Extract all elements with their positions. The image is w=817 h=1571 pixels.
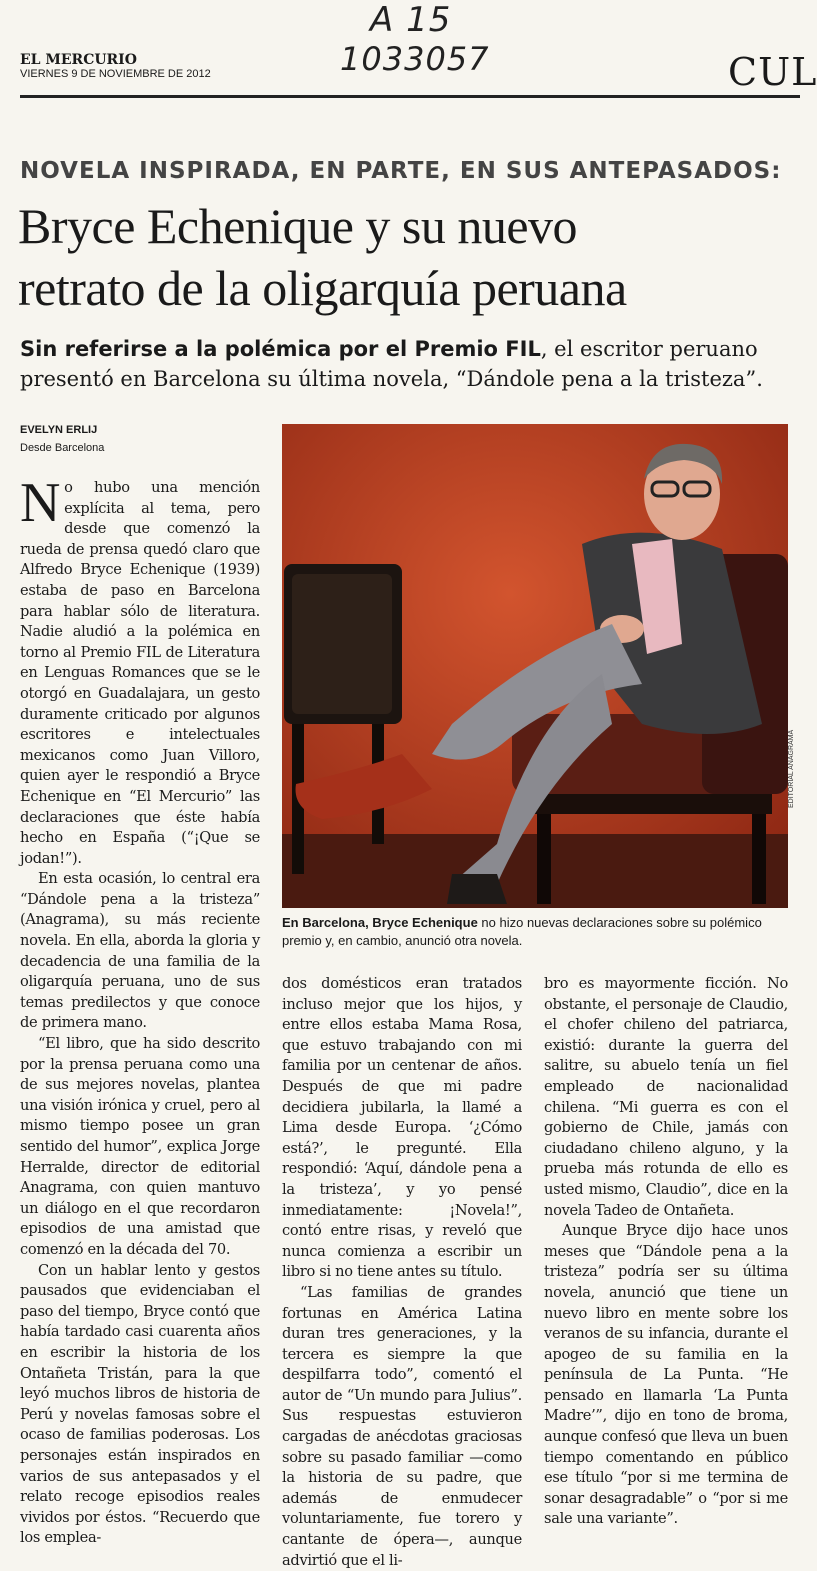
paragraph: “El libro, que ha sido descrito por la prensa peruana como una de sus mejores novelas, plantea una visión irónica y cruel, pero al mismo tiempo posee un gran sentido del humor”, explica Jorge Herralde, director de editorial Anagrama, con quien mantuvo un diálogo en el que recordaron episodios de una amistad que comenzó en la década del 70. <box>20 1035 260 1258</box>
headline-line-2: retrato de la oligarquía peruana <box>18 260 627 316</box>
caption-rest: no hizo nuevas declaraciones sobre su polémico premio y, en cambio, anunció otra novela. <box>282 915 762 948</box>
article-column-3 <box>544 974 788 1530</box>
drop-cap: N <box>20 472 61 534</box>
deck-rest: , el escritor peruano presentó en Barcelona su última novela, “Dándole pena a la tristeza”. <box>20 337 763 391</box>
paragraph: dos domésticos eran tratados incluso mejor que los hijos, y entre ellos estaba Mama Rosa, que estuvo trabajando con mi familia por un centenar de años. Después de que mi padre decidiera jubilarla, la llamé a Lima desde Europa. ‘¿Cómo está?’, le pregunté. Ella respondió: ‘Aquí, dándole pena a la tristeza’, y yo pensé inmediatamente: ¡Novela!”, contó entre risas, y reveló que nunca comienza a escribir un libro si no tiene antes su título. <box>282 975 522 1281</box>
paragraph: “Las familias de grandes fortunas en América Latina duran tres generaciones, y la tercera es siempre la que despilfarra todo”, comentó el autor de “Un mundo para Julius”. Sus respuestas estuvieron cargadas de anécdotas graciosas sobre su pasado familiar —como la historia de su padre, que además de enmudecer voluntariamente, fue torero y cantante de ópera—, aunque advirtió que el li- <box>282 1283 522 1569</box>
article-headline <box>18 195 798 319</box>
handwritten-page-number: A 15 <box>370 0 452 40</box>
paragraph <box>20 472 260 869</box>
paragraph-text: o hubo una mención explícita al tema, pero desde que comenzó la rueda de prensa quedó claro que Alfredo Bryce Echenique (1939) estaba de paso en Barcelona para hablar sólo de literatura. Nadie aludió a la polémica en torno al Premio FIL de Literatura en Lenguas Romances que se le otorgó en Guadalajara, un gesto duramente criticado por algunos escritores e intelectuales mexicanos como Juan Villoro, quien ayer le respondió a Bryce Echenique en “El Mercurio” las declaraciones que éste había hecho en España (“¡Que se jodan!”). <box>20 479 260 867</box>
article-column-1 <box>20 472 260 1549</box>
section-name: CUL <box>728 50 817 94</box>
caption-bold: En Barcelona, Bryce Echenique <box>282 915 478 930</box>
photo-credit: EDITORIAL ANAGRAMA <box>788 729 795 808</box>
article-column-2 <box>282 974 522 1571</box>
paragraph: Con un hablar lento y gestos pausados que evidenciaban el paso del tiempo, Bryce contó que había tardado casi cuarenta años en escribir la historia de los Ontañeta Tristán, para la que leyó muchos libros de historia de Perú y novelas famosas sobre el ocaso de familias poderosas. Los personajes están inspirados en varios de sus antepasados y el relato recoge episodios reales vividos por éstos. “Recuerdo que los emplea- <box>20 1261 260 1547</box>
author-location: Desde Barcelona <box>20 442 105 454</box>
article-deck <box>20 334 790 394</box>
header-rule <box>20 95 800 98</box>
deck-bold: Sin referirse a la polémica por el Premio FIL <box>20 337 541 361</box>
photo-illustration <box>282 424 788 908</box>
photo-caption <box>282 914 792 950</box>
paragraph: En esta ocasión, lo central era “Dándole pena a la tristeza” (Anagrama), su más reciente novela. En ella, aborda la gloria y decadencia de una familia de la oligarquía peruana, uno de sus temas predilectos y que conoce de primera mano. <box>20 870 260 1032</box>
headline-line-1: Bryce Echenique y su nuevo <box>18 198 578 254</box>
publication-date: VIERNES 9 DE NOVIEMBRE DE 2012 <box>20 68 211 80</box>
paragraph: bro es mayormente ficción. No obstante, el personaje de Claudio, el chofer chileno del patriarca, existió: durante la guerra del salitre, su abuelo tenía un fiel empleado de nacionalidad chilena. “Mi guerra es con el gobierno de Chile, jamás con ciudadano chileno alguno, y la prueba más rotunda de ello es usted mismo, Claudio”, dice en la novela Tadeo de Ontañeta. <box>544 975 788 1219</box>
newspaper-name: EL MERCURIO <box>20 52 137 68</box>
author-byline: EVELYN ERLIJ <box>20 424 98 436</box>
article-kicker: NOVELA INSPIRADA, EN PARTE, EN SUS ANTEPASADOS: <box>20 158 782 184</box>
paragraph: Aunque Bryce dijo hace unos meses que “Dándole pena a la tristeza” podría ser su última novela, anunció que tiene un nuevo libro en mente sobre los veranos de su infancia, durante el apogeo de su familia en la península de La Punta. “He pensado en llamarla ‘La Punta Madre’”, dijo en tono de broma, aunque confesó que lleva un buen tiempo comentando en público ese título “por si me termina de sonar desagradable” o “por si me sale una variante”. <box>544 1222 788 1528</box>
article-photo <box>282 424 788 908</box>
handwritten-archive-number: 1033057 <box>340 40 490 78</box>
